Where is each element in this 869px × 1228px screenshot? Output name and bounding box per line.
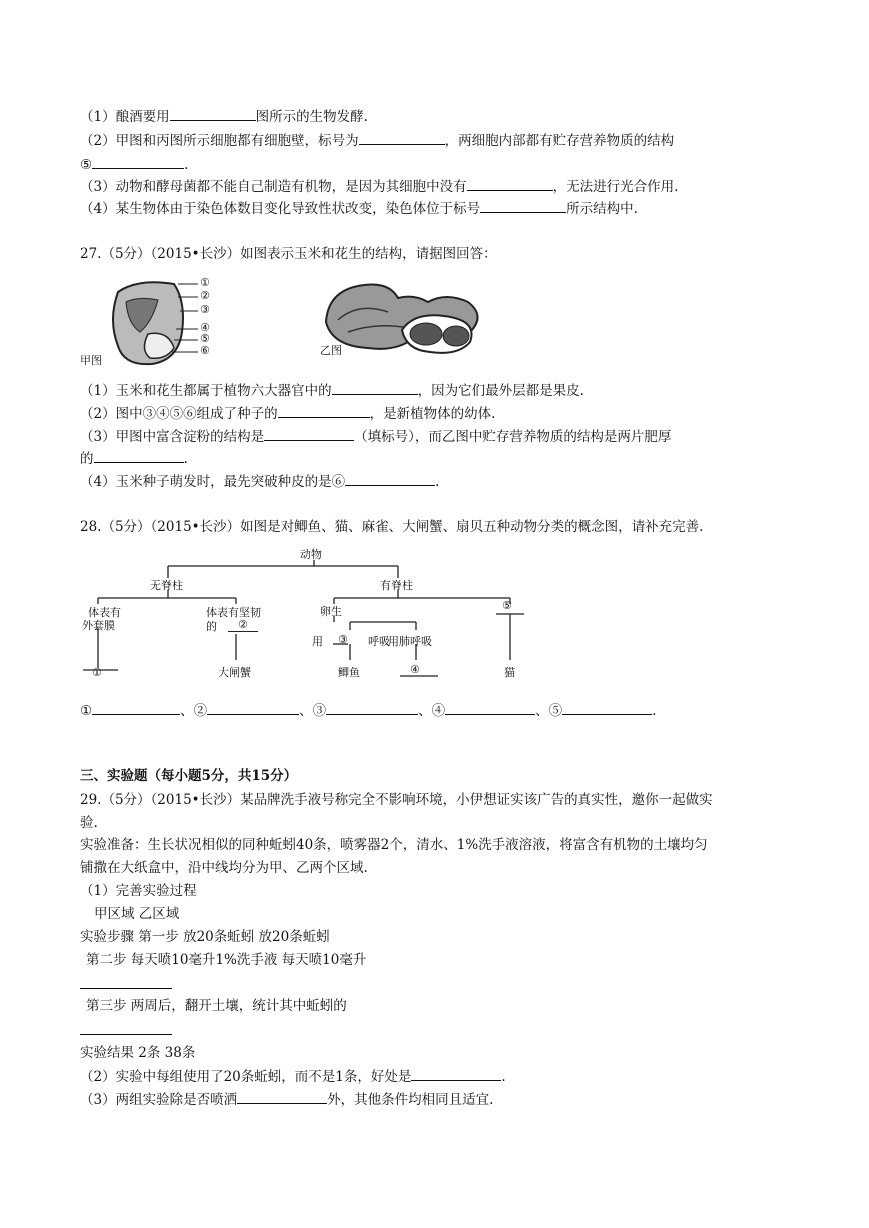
node-shell-a: 体表有 xyxy=(88,606,121,619)
marker-6: ⑥ xyxy=(200,344,210,357)
q27-line-2: （2）图中③④⑤⑥组成了种子的 ，是新植物体的幼体. xyxy=(80,403,495,424)
q28-title: 28.（5分）（2015•长沙）如图是对鲫鱼、猫、麻雀、大闸蟹、扇贝五种动物分类的概念图，请补充完善. xyxy=(80,519,704,535)
peanut-drawing xyxy=(318,272,488,362)
q26-line-1: （1）酿酒要用 图所示的生物发酵. xyxy=(80,106,368,127)
q27-line-5: （4）玉米种子萌发时，最先突破种皮的是⑥ . xyxy=(80,471,439,492)
q26-line-2: （2）甲图和丙图所示细胞都有细胞壁，标号为 ，两细胞内部都有贮存营养物质的结构 xyxy=(80,130,674,151)
animal-classification-diagram xyxy=(78,542,548,690)
corn-seed-figure xyxy=(78,272,218,372)
blank-5[interactable]: ⑤ xyxy=(502,599,512,612)
answer-blank[interactable] xyxy=(80,974,172,989)
answer-blank[interactable] xyxy=(264,426,354,441)
blank-1[interactable]: ① xyxy=(92,666,102,679)
marker-3: ③ xyxy=(200,303,210,316)
fig-yi-label: 乙图 xyxy=(320,344,342,357)
answer-blank[interactable] xyxy=(92,154,184,169)
answer-blank-2[interactable] xyxy=(207,700,299,715)
answer-blank[interactable] xyxy=(359,130,445,145)
q29-blank-row-1 xyxy=(80,974,172,995)
diagram-lines xyxy=(78,542,548,690)
node-breathe3-b: 呼吸 xyxy=(368,635,390,648)
q29-step-1: 实验步骤 第一步 放20条蚯蚓 放20条蚯蚓 xyxy=(80,929,330,945)
section-heading: 三、实验题（每小题5分，共15分） xyxy=(80,768,298,784)
marker-2: ② xyxy=(200,289,210,302)
q29-step-2: 第二步 每天喷10毫升1%洗手液 每天喷10毫升 xyxy=(86,952,367,968)
q29-blank-row-2 xyxy=(80,1020,172,1041)
node-fish: 鲫鱼 xyxy=(338,666,360,679)
q29-table-header: 甲区域 乙区域 xyxy=(94,906,180,922)
q26-line-4: （3）动物和酵母菌都不能自己制造有机物，是因为其细胞中没有 ，无法进行光合作用. xyxy=(80,176,678,197)
q29-result: 实验结果 2条 38条 xyxy=(80,1045,196,1061)
answer-blank[interactable] xyxy=(467,176,553,191)
q29-title: 29.（5分）（2015•长沙）某品牌洗手液号称完全不影响环境，小伊想证实该广告的真实性，邀你一起做实 xyxy=(80,792,713,808)
q27-line-4: 的 . xyxy=(80,448,188,469)
fig-jia-label: 甲图 xyxy=(80,354,102,367)
answer-blank-5[interactable] xyxy=(562,700,652,715)
q27-line-1: （1）玉米和花生都属于植物六大器官中的 ，因为它们最外层都是果皮. xyxy=(80,380,584,401)
node-hard-b: 的 xyxy=(206,620,217,633)
node-shell-b: 外套膜 xyxy=(82,619,115,632)
answer-blank[interactable] xyxy=(80,1020,172,1035)
node-root: 动物 xyxy=(300,548,322,561)
q27-line-3: （3）甲图中富含淀粉的结构是 （填标号），而乙图中贮存营养物质的结构是两片肥厚 xyxy=(80,426,671,447)
answer-blank-3[interactable] xyxy=(326,700,418,715)
q29-step-3: 第三步 两周后，翻开土壤，统计其中蚯蚓的 xyxy=(86,998,347,1014)
q29-part-3: （3）两组实验除是否喷洒 外，其他条件均相同且适宜. xyxy=(80,1089,493,1110)
marker-1: ① xyxy=(200,276,210,289)
answer-blank[interactable] xyxy=(332,380,418,395)
q29-part-1: （1）完善实验过程 xyxy=(80,883,197,899)
peanut-figure xyxy=(318,272,488,362)
q29-part-2: （2）实验中每组使用了20条蚯蚓，而不是1条，好处是 . xyxy=(80,1066,506,1087)
answer-blank[interactable] xyxy=(237,1089,327,1104)
node-egg: 卵生 xyxy=(320,605,342,618)
q29-prep-1: 实验准备：生长状况相似的同种蚯蚓40条，喷雾器2个，清水、1%洗手液溶液，将富含有机物的土壤均匀 xyxy=(80,837,708,853)
q29-title-2: 验. xyxy=(80,815,98,831)
q26-line-5: （4）某生物体由于染色体数目变化导致性状改变，染色体位于标号 所示结构中. xyxy=(80,198,638,219)
node-crab: 大闸蟹 xyxy=(218,666,251,679)
q26-line-3: ⑤ . xyxy=(80,154,188,175)
answer-blank[interactable] xyxy=(480,198,566,213)
q27-title: 27.（5分）（2015•长沙）如图表示玉米和花生的结构，请据图回答： xyxy=(80,246,497,262)
node-spine: 有脊柱 xyxy=(380,579,413,592)
answer-blank[interactable] xyxy=(94,448,184,463)
marker-4: ④ xyxy=(200,321,210,334)
node-no-spine: 无脊柱 xyxy=(150,579,183,592)
q29-prep-2: 铺撒在大纸盒中，沿中线均分为甲、乙两个区域. xyxy=(80,860,368,876)
q28-answer-line: ① 、② 、③ 、④ 、⑤ . xyxy=(80,700,656,721)
answer-blank[interactable] xyxy=(278,403,370,418)
node-hard-a: 体表有坚韧 xyxy=(206,606,261,619)
node-breathe3-a: 用 xyxy=(312,635,323,648)
answer-blank[interactable] xyxy=(170,106,256,121)
blank-2[interactable]: ② xyxy=(228,618,258,632)
node-cat: 猫 xyxy=(504,666,515,679)
answer-blank-4[interactable] xyxy=(445,700,535,715)
node-lung: 用肺呼吸 xyxy=(388,635,432,648)
answer-blank[interactable] xyxy=(411,1066,501,1081)
blank-3[interactable]: ③ xyxy=(338,633,348,646)
answer-blank[interactable] xyxy=(345,471,435,486)
answer-blank-1[interactable] xyxy=(92,700,180,715)
blank-4[interactable]: ④ xyxy=(410,663,420,676)
marker-5: ⑤ xyxy=(200,332,210,345)
